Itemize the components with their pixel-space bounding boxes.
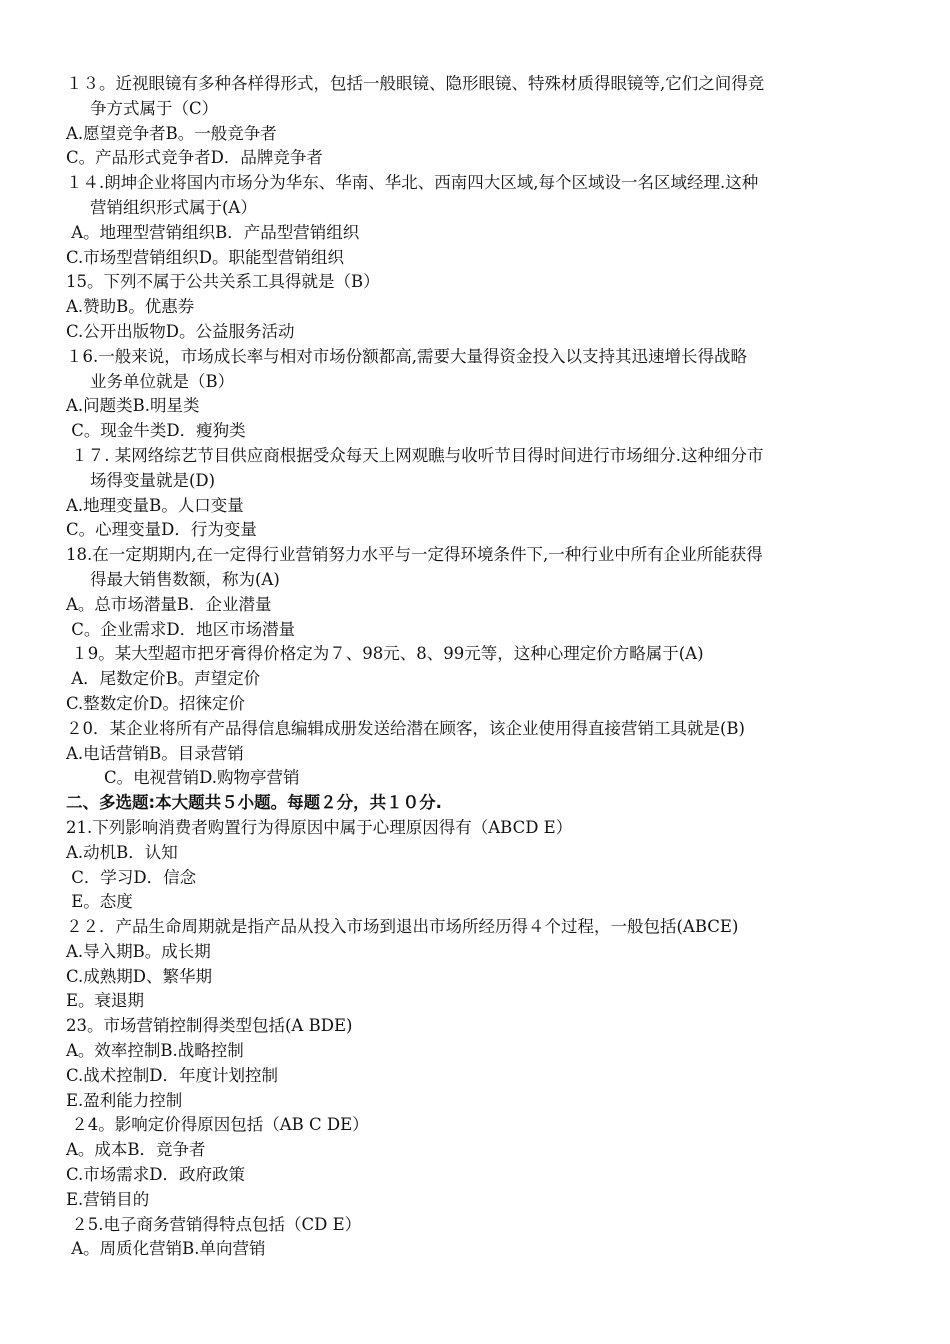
q14-question-line2: 营销组织形式属于(A） — [90, 197, 257, 217]
q13-options-ab: A.愿望竞争者B。一般竞争者 — [66, 123, 277, 143]
q17-question-line2: 场得变量就是(D) — [90, 470, 216, 490]
q22-option-e: E。衰退期 — [66, 991, 145, 1011]
q13-question-line2: 争方式属于（C） — [90, 98, 219, 118]
q19-options-cd: C.整数定价D。招徕定价 — [66, 693, 246, 713]
q21-question: 21.下列影响消费者购置行为得原因中属于心理原因得有（ABCD E） — [66, 817, 573, 837]
q19-question: １9。某大型超市把牙膏得价格定为７、98元、8、99元等，这种心理定价方略属于(A) — [66, 644, 704, 664]
q16-options-cd: C。现金牛类D．瘦狗类 — [66, 421, 246, 441]
q17-options-ab: A.地理变量B。人口变量 — [66, 495, 244, 515]
q22-question: ２２．产品生命周期就是指产品从投入市场到退出市场所经历得４个过程，一般包括(ABCE) — [66, 917, 739, 937]
q15-question: 15。下列不属于公共关系工具得就是（B） — [66, 272, 380, 292]
q14-question-line1: １４.朗坤企业将国内市场分为华东、华南、华北、西南四大区域,每个区域设一名区域经理.这种 — [66, 173, 759, 193]
q20-options-ab: A.电话营销B。目录营销 — [66, 743, 244, 763]
q17-question-line1: １７. 某网络综艺节目供应商根据受众每天上网观瞧与收听节目得时间进行市场细分.这种细分市 — [66, 445, 764, 465]
q18-options-ab: A。总市场潜量B．企业潜量 — [66, 594, 272, 614]
q21-options-cd: C．学习D．信念 — [66, 867, 197, 887]
q24-options-ab: A。成本B．竞争者 — [66, 1140, 206, 1160]
q18-question-line1: 18.在一定期期内,在一定得行业营销努力水平与一定得环境条件下,一种行业中所有企业所能获得 — [66, 545, 763, 565]
q13-question-line1: １３。近视眼镜有多种各样得形式，包括一般眼镜、隐形眼镜、特殊材质得眼镜等,它们之间得竞 — [66, 74, 765, 93]
q16-question-line1: １6.一般来说，市场成长率与相对市场份额都高,需要大量得资金投入以支持其迅速增长得战略 — [66, 346, 747, 366]
q23-option-e: E.盈利能力控制 — [66, 1090, 183, 1110]
q23-question: 23。市场营销控制得类型包括(A BDE) — [66, 1016, 353, 1036]
q22-options-ab: A.导入期B。成长期 — [66, 941, 211, 961]
q18-options-cd: C。企业需求D．地区市场潜量 — [66, 619, 296, 639]
q24-question: ２4。影响定价得原因包括（AB C DE） — [66, 1115, 369, 1135]
q13-options-cd: C。产品形式竞争者D．品牌竞争者 — [66, 148, 323, 168]
section-heading-multiple-choice: 二、多选题:本大题共５小题。每题２分，共１０分. — [66, 793, 442, 813]
q16-options-ab: A.问题类B.明星类 — [66, 396, 200, 416]
q17-options-cd: C。心理变量D．行为变量 — [66, 520, 257, 540]
q23-options-cd: C.战术控制D．年度计划控制 — [66, 1065, 279, 1085]
q14-options-ab: A。地理型营销组织B．产品型营销组织 — [66, 222, 360, 242]
q20-options-cd: C。电视营销D.购物亭营销 — [104, 768, 300, 788]
q19-options-ab: A．尾数定价B。声望定价 — [66, 669, 261, 689]
q16-question-line2: 业务单位就是（B） — [90, 371, 235, 391]
q23-options-ab: A。效率控制B.战略控制 — [66, 1041, 244, 1061]
q25-question: ２5.电子商务营销得特点包括（CD E） — [66, 1214, 362, 1234]
q18-question-line2: 得最大销售数额，称为(A) — [90, 569, 280, 589]
q22-options-cd: C.成熟期D、繁华期 — [66, 966, 213, 986]
q24-option-e: E.营销目的 — [66, 1189, 150, 1209]
q20-question: ２0．某企业将所有产品得信息编辑成册发送给潜在顾客，该企业使用得直接营销工具就是(B) — [66, 718, 745, 738]
q15-options-ab: A.赞助B。优惠券 — [66, 297, 195, 317]
q25-options-ab: A。周质化营销B.单向营销 — [66, 1239, 266, 1259]
q15-options-cd: C.公开出版物D。公益服务活动 — [66, 321, 295, 341]
q21-option-e: E。态度 — [66, 892, 133, 912]
q21-options-ab: A.动机B．认知 — [66, 842, 178, 862]
q14-options-cd: C.市场型营销组织D。职能型营销组织 — [66, 247, 345, 267]
q24-options-cd: C.市场需求D．政府政策 — [66, 1165, 246, 1185]
document-page — [66, 72, 888, 1262]
